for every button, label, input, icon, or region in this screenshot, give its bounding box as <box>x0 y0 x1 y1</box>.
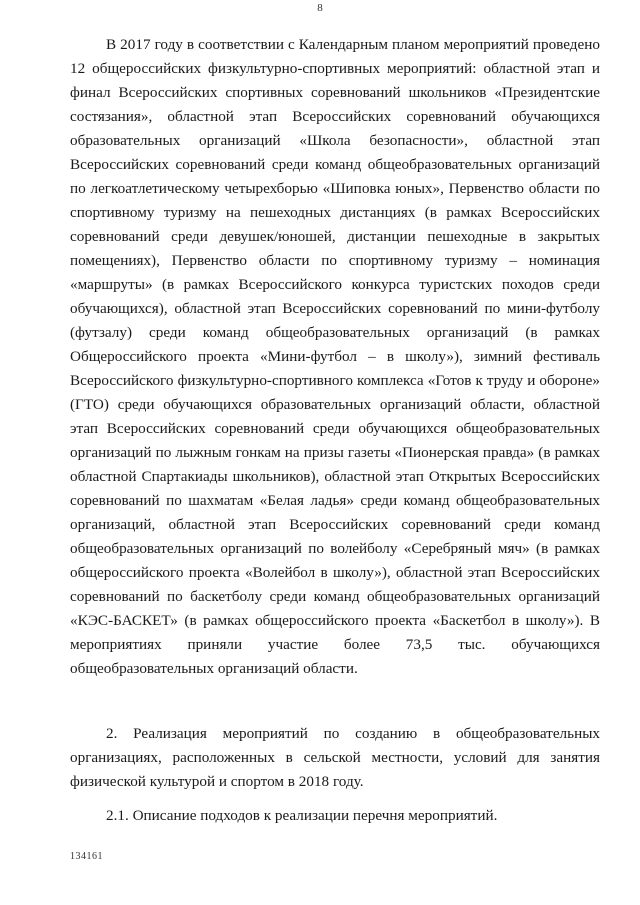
body-paragraph-events-2017: В 2017 году в соответствии с Календарным планом мероприятий проведено 12 общероссийских физкультурно-спортивных мероприятий: областной этап и финал Всероссийских спортивных соревнований школьников «Президентские состязания», областной этап Всероссийских соревнований обучающихся образовательных организаций «Школа безопасности», областной этап Всероссийских соревнований среди команд общеобразовательных организаций по легкоатлетическому четырехборью «Шиповка юных», Первенство области по спортивному туризму на пешеходных дистанциях (в рамках Всероссийских соревнований среди девушек/юношей, дистанции пешеходные в закрытых помещениях), Первенство области по спортивному туризму – номинация «маршруты» (в рамках Всероссийского конкурса туристских походов среди обучающихся), областной этап Всероссийских соревнований по мини-футболу (футзалу) среди команд общеобразовательных организаций (в рамках Общероссийского проекта «Мини-футбол – в школу»), зимний фестиваль Всероссийского физкультурно-спортивного комплекса «Готов к труду и обороне» (ГТО) среди обучающихся образовательных организаций области, областной этап Всероссийских соревнований среди обучающихся общеобразовательных организаций по лыжным гонкам на призы газеты «Пионерская правда» (в рамках областной Спартакиады школьников), областной этап Открытых Всероссийских соревнований по шахматам «Белая ладья» среди команд общеобразовательных организаций, областной этап Всероссийских соревнований среди команд общеобразовательных организаций по волейболу «Серебряный мяч» (в рамках общероссийского проекта «Волейбол в школу»), областной этап Всероссийских соревнований по баскетболу среди команд общеобразовательных организаций «КЭС-БАСКЕТ» (в рамках общероссийского проекта «Баскетбол в школу»). В мероприятиях приняли участие более 73,5 тыс. обучающихся общеобразовательных организаций области. <box>70 36 600 677</box>
section-heading-2-1: 2.1. Описание подходов к реализации перечня мероприятий. <box>106 807 498 824</box>
section-heading-2: 2. Реализация мероприятий по созданию в общеобразовательных организациях, расположенных в сельской местности, условий для занятия физической культурой и спортом в 2018 году. <box>70 725 600 790</box>
document-code: 134161 <box>70 851 103 862</box>
page-number: 8 <box>317 2 323 14</box>
